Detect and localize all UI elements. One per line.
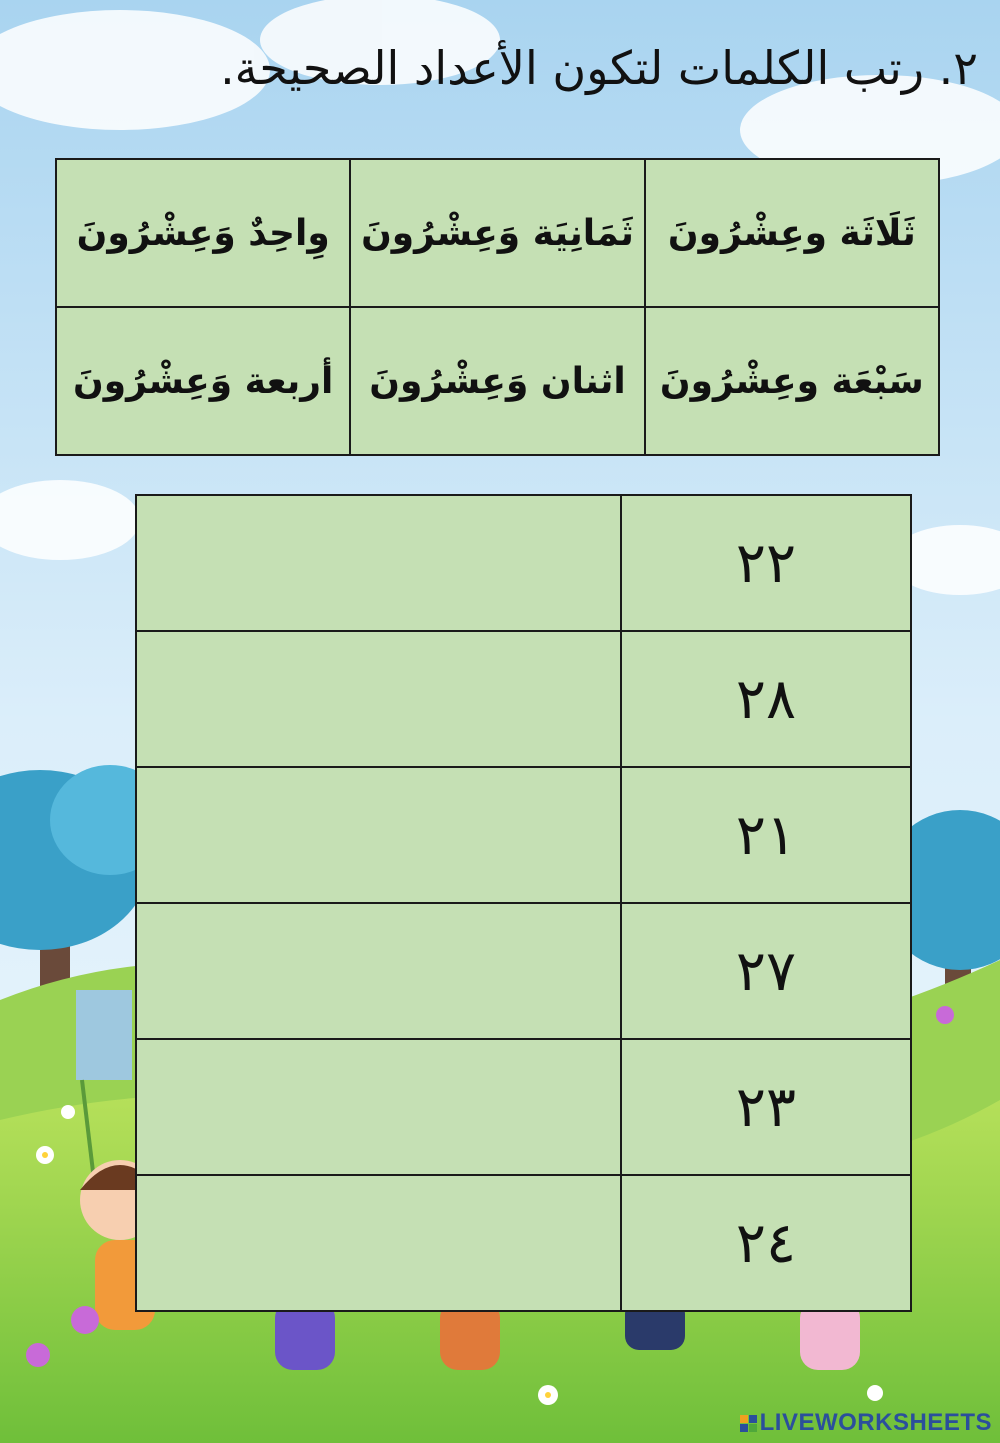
brand-text: LIVEWORKSHEETS [759,1409,992,1436]
answer-row [136,495,911,631]
instruction-title: ٢. رتب الكلمات لتكون الأعداد الصحيحة. [220,41,978,95]
liveworksheets-logo-icon [740,1415,757,1432]
answer-drop-slot[interactable] [136,767,621,903]
number-cell: ٢٢ [621,495,911,631]
word-card[interactable]: ثَلَاثَة وعِشْرُونَ [645,159,939,307]
answer-drop-slot[interactable] [136,495,621,631]
number-cell: ٢٧ [621,903,911,1039]
word-bank-row [56,159,939,307]
number-cell: ٢٨ [621,631,911,767]
number-cell: ٢١ [621,767,911,903]
word-card[interactable]: أربعة وَعِشْرُونَ [56,307,350,455]
answer-row [136,1175,911,1311]
word-bank-table [55,158,940,456]
answer-row [136,767,911,903]
word-card[interactable]: وِاحِدٌ وَعِشْرُونَ [56,159,350,307]
answer-row [136,631,911,767]
word-card[interactable]: ثَمَانِيَة وَعِشْرُونَ [350,159,644,307]
answer-drop-slot[interactable] [136,631,621,767]
answer-drop-slot[interactable] [136,903,621,1039]
word-card[interactable]: اثنان وَعِشْرُونَ [350,307,644,455]
answer-table [135,494,912,1312]
answer-drop-slot[interactable] [136,1039,621,1175]
word-bank-row [56,307,939,455]
answer-row [136,1039,911,1175]
number-cell: ٢٤ [621,1175,911,1311]
answer-drop-slot[interactable] [136,1175,621,1311]
answer-row [136,903,911,1039]
number-cell: ٢٣ [621,1039,911,1175]
word-card[interactable]: سَبْعَة وعِشْرُونَ [645,307,939,455]
liveworksheets-brand [740,1409,992,1437]
